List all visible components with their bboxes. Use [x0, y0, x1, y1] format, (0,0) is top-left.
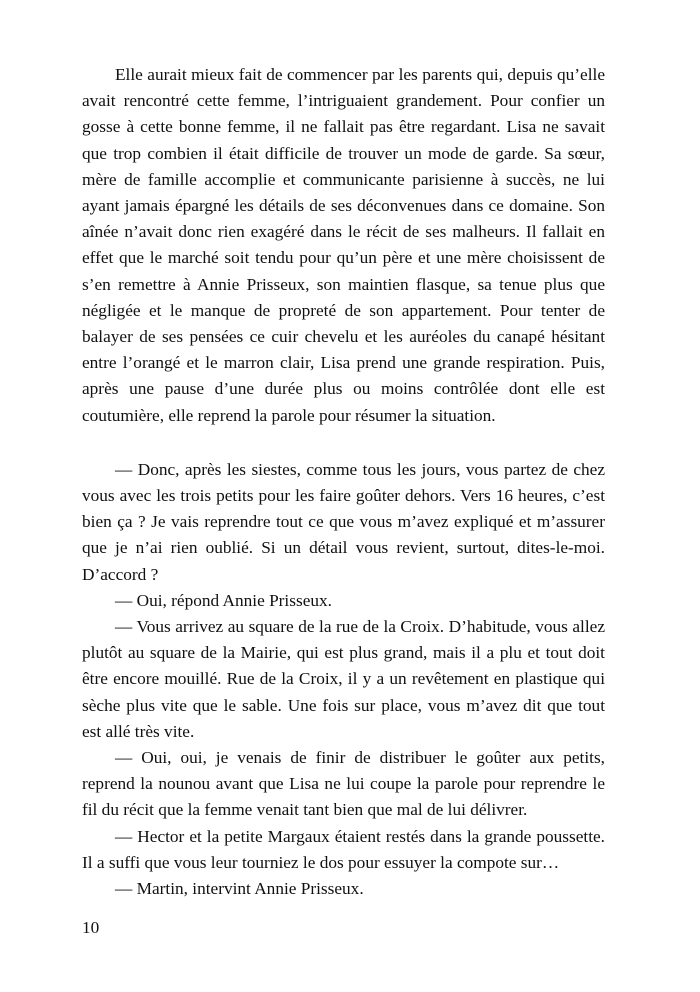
- dialogue-paragraph-1: — Donc, après les siestes, comme tous les jours, vous partez de chez vous avec les trois petits pour les faire goûter dehors. Vers 16 heures, c’est bien ça ? Je vais reprendre tout ce que vous m’avez expliqué et m’assurer que je n’ai rien oublié. Si un détail vous revient, surtout, dites-le-moi. D’accord ?: [82, 459, 605, 584]
- dialogue-paragraph-6: — Martin, intervint Annie Prisseux.: [115, 879, 364, 899]
- dialogue-paragraph-4: — Oui, oui, je venais de finir de distribuer le goûter aux petits, reprend la nounou avant que Lisa ne lui coupe la parole pour reprendre le fil du récit que la femme venait tant bien que mal de lui délivrer.: [82, 748, 605, 820]
- dialogue-paragraph-2: — Oui, répond Annie Prisseux.: [115, 590, 332, 610]
- dialogue-paragraph-5: — Hector et la petite Margaux étaient restés dans la grande poussette. Il a suffi que vous leur tourniez le dos pour essuyer la compote sur…: [82, 826, 605, 872]
- book-page-body: [82, 62, 605, 902]
- narrative-paragraph: Elle aurait mieux fait de commencer par les parents qui, depuis qu’elle avait rencontré cette femme, l’intriguaient grandement. Pour confier un gosse à cette bonne femme, il ne fallait pas être regardant. Lisa ne savait que trop combien il était difficile de trouver un mode de garde. Sa sœur, mère de famille accomplie et communicante parisienne à succès, ne lui ayant jamais épargné les détails de ses déconvenues dans ce domaine. Son aînée n’avait donc rien exagéré dans le récit de ses malheurs. Il fallait en effet que le marché soit tendu pour qu’un père et une mère choisissent de s’en remettre à Annie Prisseux, son maintien flasque, sa tenue plus que négligée et le manque de propreté de son appartement. Pour tenter de balayer de ses pensées ce cuir chevelu et les auréoles du canapé hésitant entre l’orangé et le marron clair, Lisa prend une grande respiration. Puis, après une pause d’une durée plus ou moins contrôlée dont elle est coutumière, elle reprend la parole pour résumer la situation.: [82, 65, 605, 425]
- dialogue-paragraph-3: — Vous arrivez au square de la rue de la Croix. D’habitude, vous allez plutôt au square de la Mairie, qui est plus grand, mais il a plu et tout doit être encore mouillé. Rue de la Croix, il y a un revêtement en plastique qui sèche plus vite que le sable. Une fois sur place, vous m’avez dit que tout est allé très vite.: [82, 617, 605, 741]
- section-gap: [82, 429, 605, 457]
- page-number: 10: [82, 918, 100, 937]
